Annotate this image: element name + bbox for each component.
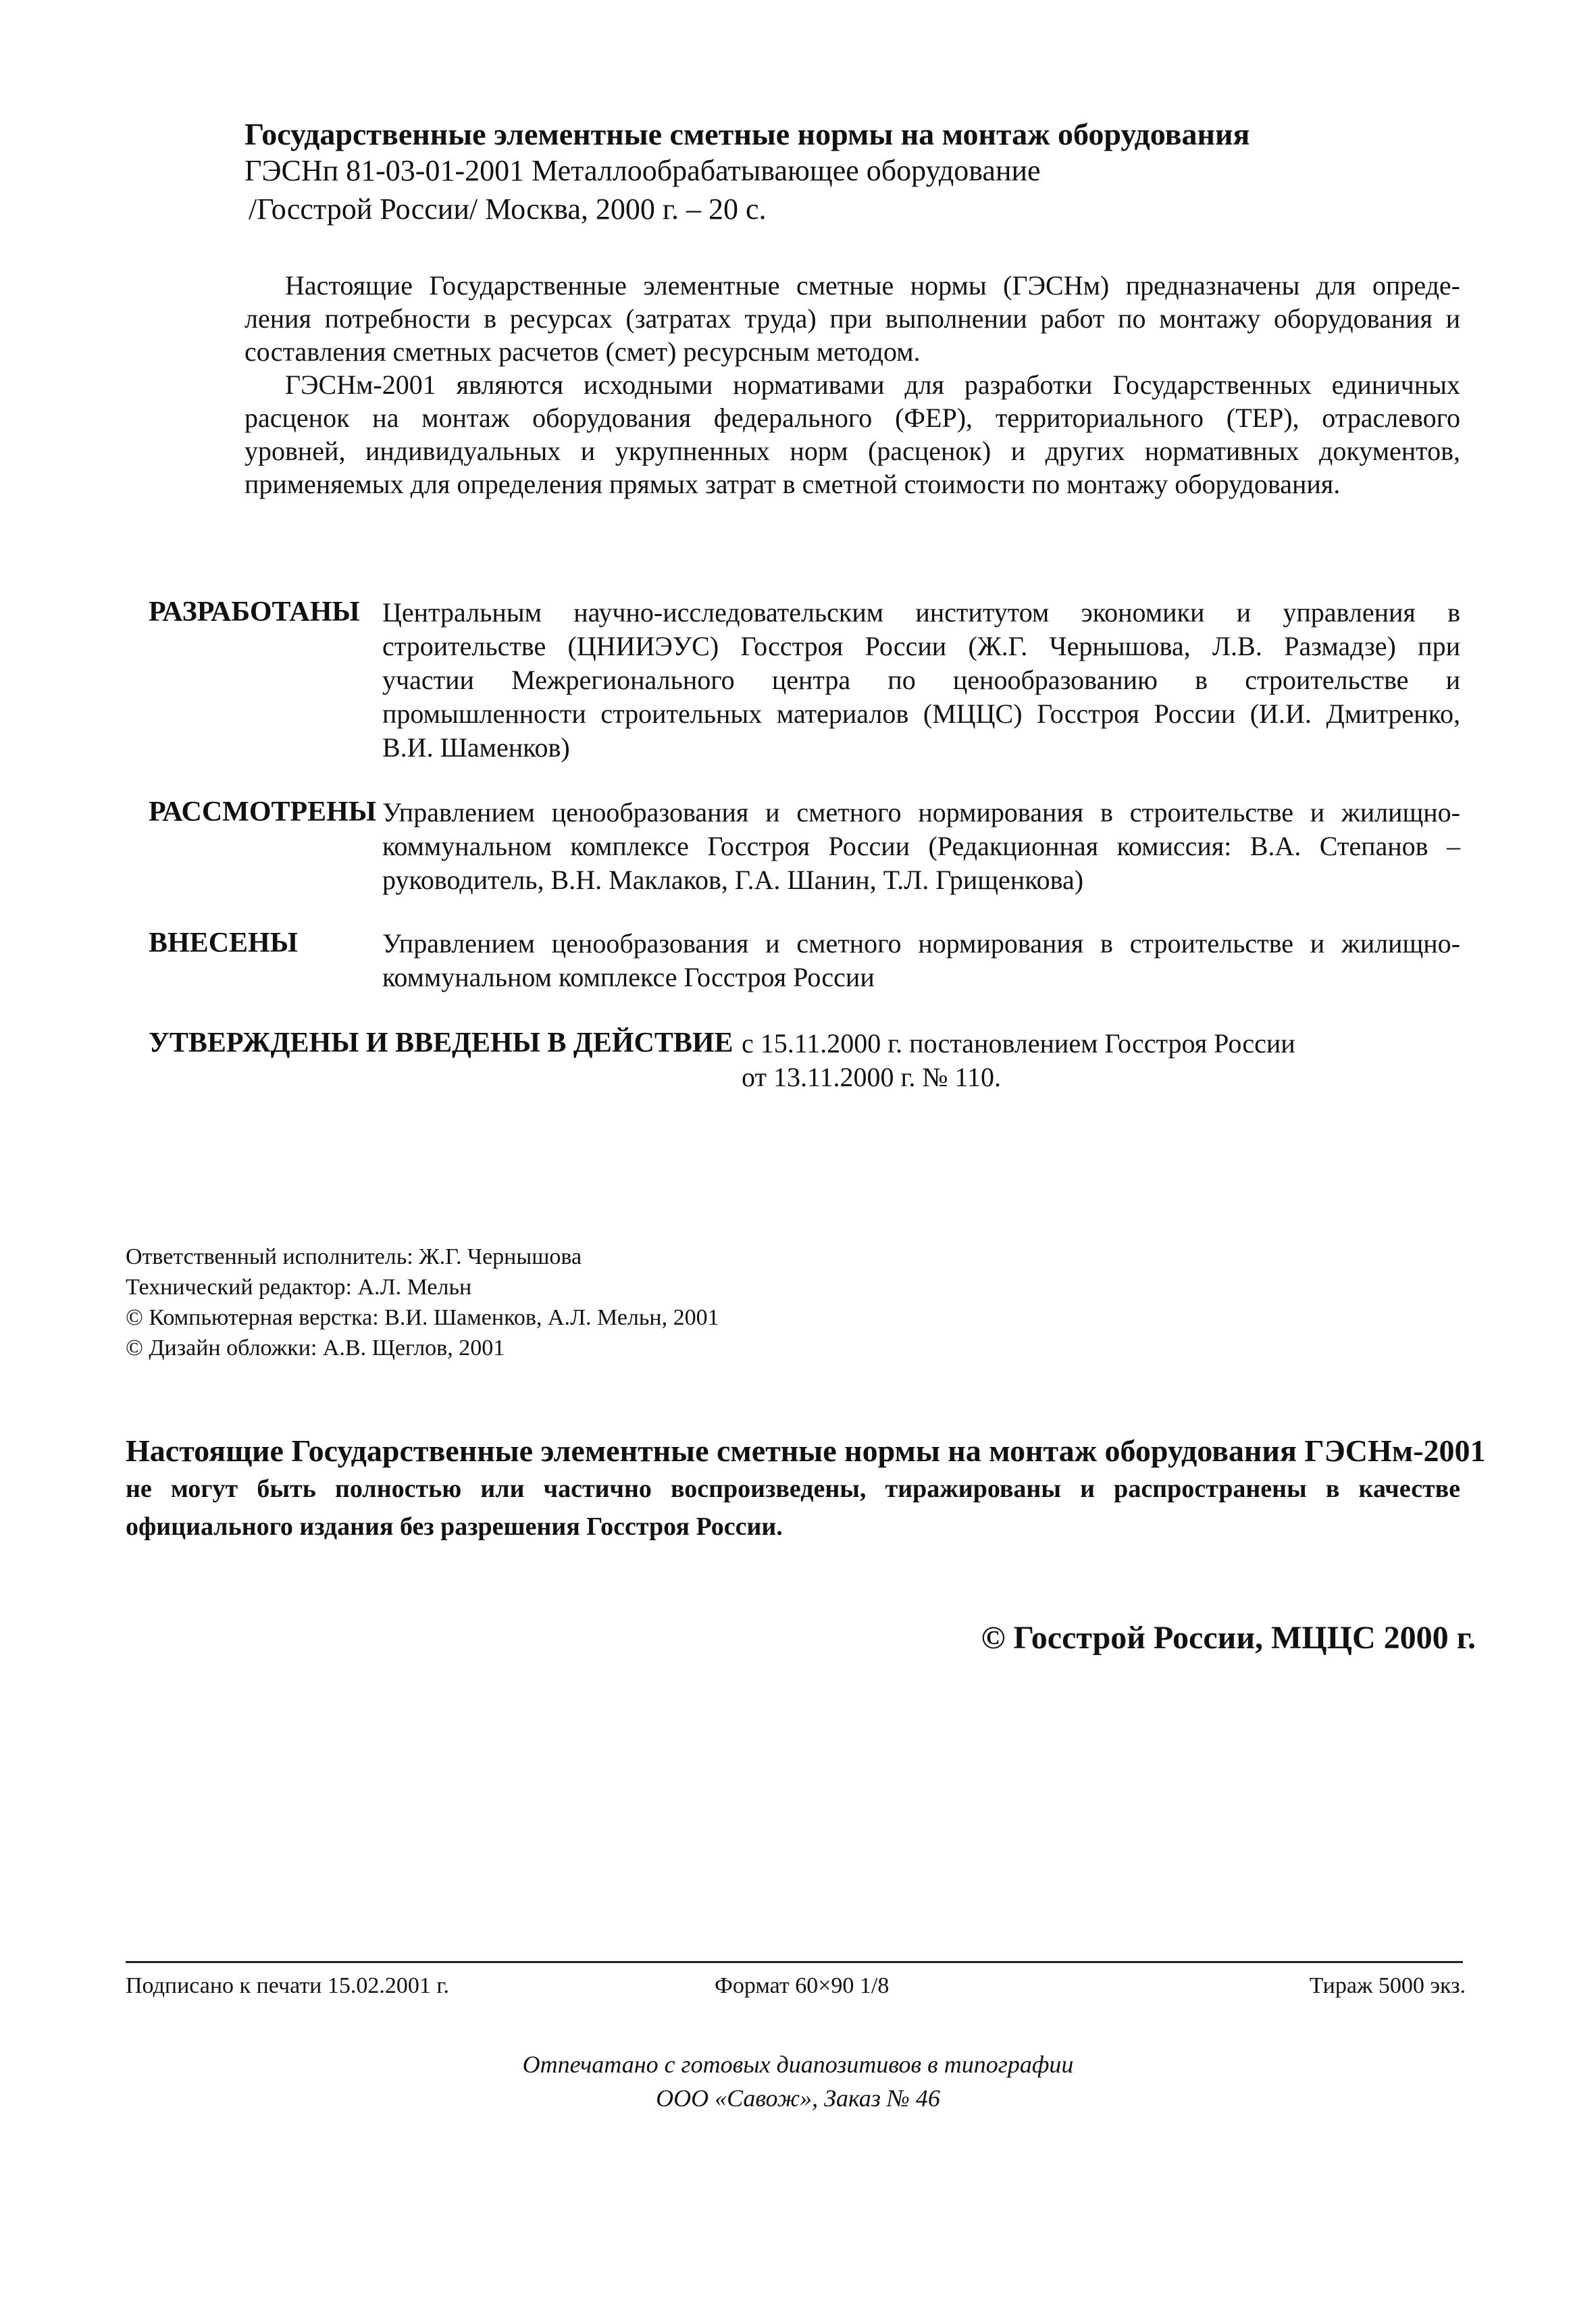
imprint-run: Тираж 5000 экз. bbox=[1309, 1973, 1466, 1998]
intro-paragraph-2 bbox=[244, 368, 1460, 501]
approved-line: от 13.11.2000 г. № 110. bbox=[742, 1062, 1002, 1092]
printed-by-line-2: ООО «Савож», Заказ № 46 bbox=[656, 2085, 940, 2112]
staff-line: © Компьютерная верстка: В.И. Шаменков, А.Л. Мельн, 2001 bbox=[126, 1305, 719, 1330]
reviewed-text bbox=[382, 796, 1460, 897]
printed-by-line-1: Отпечатано с готовых диапозитивов в типографии bbox=[522, 2051, 1074, 2078]
staff-line: Технический редактор: А.Л. Мельн bbox=[126, 1275, 472, 1300]
intro-p2-line: расценок на монтаж оборудования федерального (ФЕР), территориального (ТЕР), отраслевого bbox=[244, 403, 1460, 433]
copyright-line: © Госстрой России, МЦЦС 2000 г. bbox=[981, 1620, 1476, 1656]
submitted-text bbox=[382, 927, 1460, 994]
intro-p1-line: Настоящие Государственные элементные сметные нормы (ГЭСНм) предназначены для опреде- bbox=[285, 270, 1460, 301]
reviewed-line: руководитель, В.Н. Маклаков, Г.А. Шанин, Т.Л. Грищенкова) bbox=[382, 865, 1084, 895]
approved-text bbox=[742, 1027, 1295, 1094]
approved-label: УТВЕРЖДЕНЫ И ВВЕДЕНЫ В ДЕЙСТВИЕ bbox=[149, 1027, 733, 1059]
intro-p2-line: применяемых для определения прямых затрат в сметной стоимости по монтажу оборудования. bbox=[244, 469, 1341, 499]
developed-line: В.И. Шаменков) bbox=[382, 732, 570, 763]
notice-lead: Настоящие Государственные элементные сметные нормы на монтаж оборудования ГЭСНм-2001 bbox=[126, 1433, 1486, 1468]
imprint-divider bbox=[126, 1961, 1463, 1963]
staff-line: Ответственный исполнитель: Ж.Г. Чернышова bbox=[126, 1244, 582, 1269]
intro-p1-line: составления сметных расчетов (смет) ресурсным методом. bbox=[244, 336, 921, 367]
submitted-line: Управлением ценообразования и сметного нормирования в строительстве и жилищно- bbox=[382, 928, 1460, 959]
developed-label: РАЗРАБОТАНЫ bbox=[149, 596, 360, 628]
reviewed-line: Управлением ценообразования и сметного нормирования в строительстве и жилищно- bbox=[382, 797, 1460, 828]
developed-line: Центральным научно-исследовательским институтом экономики и управления в bbox=[382, 597, 1460, 628]
reviewed-line: коммунальном комплексе Госстроя России (Редакционная комиссия: В.А. Степанов – bbox=[382, 831, 1460, 861]
submitted-label: ВНЕСЕНЫ bbox=[149, 927, 298, 959]
reproduction-notice bbox=[126, 1432, 1486, 1546]
staff-line: © Дизайн обложки: А.В. Щеглов, 2001 bbox=[126, 1336, 505, 1361]
approved-line: с 15.11.2000 г. постановлением Госстроя России bbox=[742, 1028, 1295, 1059]
imprint-signed: Подписано к печати 15.02.2001 г. bbox=[126, 1973, 449, 1998]
intro-p2-line: ГЭСНм-2001 являются исходными нормативами для разработки Государственных единичных bbox=[285, 370, 1460, 400]
intro-p1-line: ления потребности в ресурсах (затратах труда) при выполнении работ по монтажу оборудования и bbox=[244, 303, 1460, 334]
notice-line: не могут быть полностью или частично воспроизведены, тиражированы и распространены в качестве bbox=[126, 1475, 1460, 1503]
developed-text bbox=[382, 596, 1460, 765]
intro-paragraph-1 bbox=[244, 269, 1460, 368]
developed-line: промышленности строительных материалов (МЦЦС) Госстроя России (И.И. Дмитренко, bbox=[382, 698, 1460, 729]
intro-p2-line: уровней, индивидуальных и укрупненных норм (расценок) и других нормативных документов, bbox=[244, 436, 1460, 466]
publisher-line: /Госстрой России/ Москва, 2000 г. – 20 с. bbox=[249, 193, 767, 226]
developed-line: строительстве (ЦНИИЭУС) Госстроя России (Ж.Г. Чернышова, Л.В. Размадзе) при bbox=[382, 631, 1460, 661]
imprint-format: Формат 60×90 1/8 bbox=[715, 1973, 890, 1998]
document-title: Государственные элементные сметные нормы на монтаж оборудования bbox=[244, 117, 1250, 151]
staff-credits bbox=[126, 1242, 719, 1363]
submitted-line: коммунальном комплексе Госстроя России bbox=[382, 962, 875, 992]
developed-line: участии Межрегионального центра по ценообразованию в строительстве и bbox=[382, 665, 1460, 695]
document-code-line: ГЭСНп 81-03-01-2001 Металлообрабатывающее оборудование bbox=[244, 154, 1041, 187]
reviewed-label: РАССМОТРЕНЫ bbox=[149, 796, 377, 828]
notice-line: официального издания без разрешения Госстроя России. bbox=[126, 1513, 783, 1541]
